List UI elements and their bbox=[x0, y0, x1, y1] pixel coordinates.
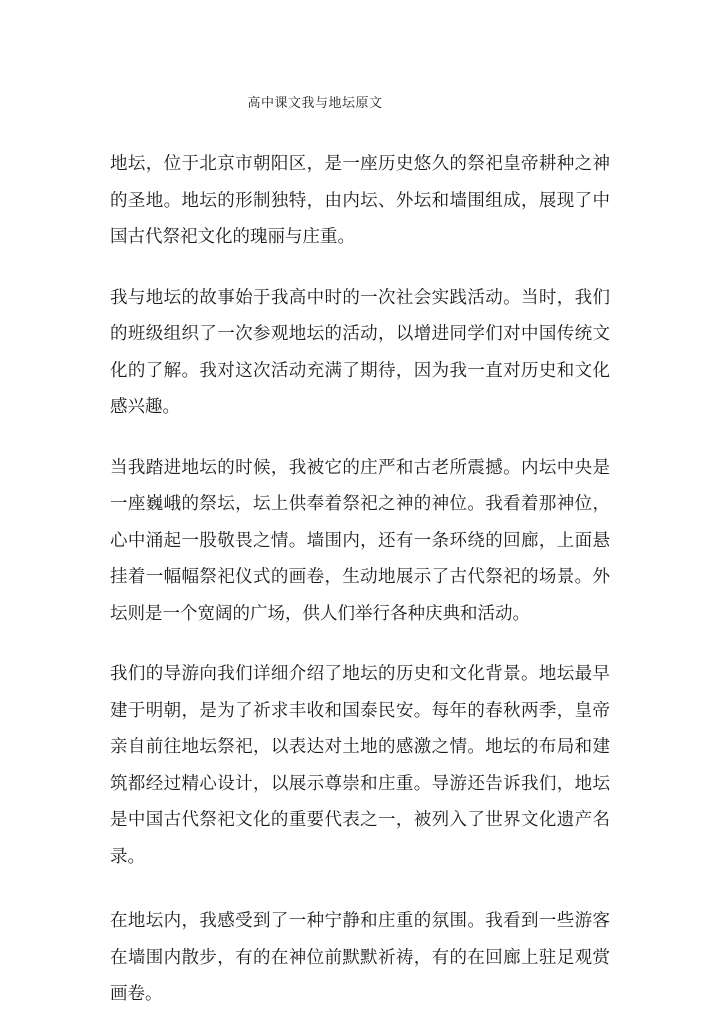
paragraph-3: 当我踏进地坛的时候，我被它的庄严和古老所震撼。内坛中央是一座巍峨的祭坛，坛上供奉着祭祀之神的神位。我看着那神位，心中涌起一股敬畏之情。墙围内，还有一条环绕的回廊，上面悬挂着一幅幅祭祀仪式的画卷，生动地展示了古代祭祀的场景。外坛则是一个宽阔的广场，供人们举行各种庆典和活动。 bbox=[110, 457, 610, 624]
paragraph-2: 我与地坛的故事始于我高中时的一次社会实践活动。当时，我们的班级组织了一次参观地坛的活动，以增进同学们对中国传统文化的了解。我对这次活动充满了期待，因为我一直对历史和文化感兴趣。 bbox=[110, 287, 610, 417]
document-body bbox=[110, 146, 610, 1013]
document-title: 高中课文我与地坛原文 bbox=[247, 96, 383, 111]
paragraph-4: 我们的导游向我们详细介绍了地坛的历史和文化背景。地坛最早建于明朝，是为了祈求丰收和国泰民安。每年的春秋两季，皇帝亲自前往地坛祭祀，以表达对土地的感激之情。地坛的布局和建筑都经过精心设计，以展示尊崇和庄重。导游还告诉我们，地坛是中国古代祭祀文化的重要代表之一，被列入了世界文化遗产名录。 bbox=[110, 664, 610, 867]
paragraph-5: 在地坛内，我感受到了一种宁静和庄重的氛围。我看到一些游客在墙围内散步，有的在神位前默默祈祷，有的在回廊上驻足观赏画卷。 bbox=[110, 911, 610, 1004]
paragraph-1: 地坛，位于北京市朝阳区，是一座历史悠久的祭祀皇帝耕种之神的圣地。地坛的形制独特，由内坛、外坛和墙围组成，展现了中国古代祭祀文化的瑰丽与庄重。 bbox=[110, 154, 610, 247]
